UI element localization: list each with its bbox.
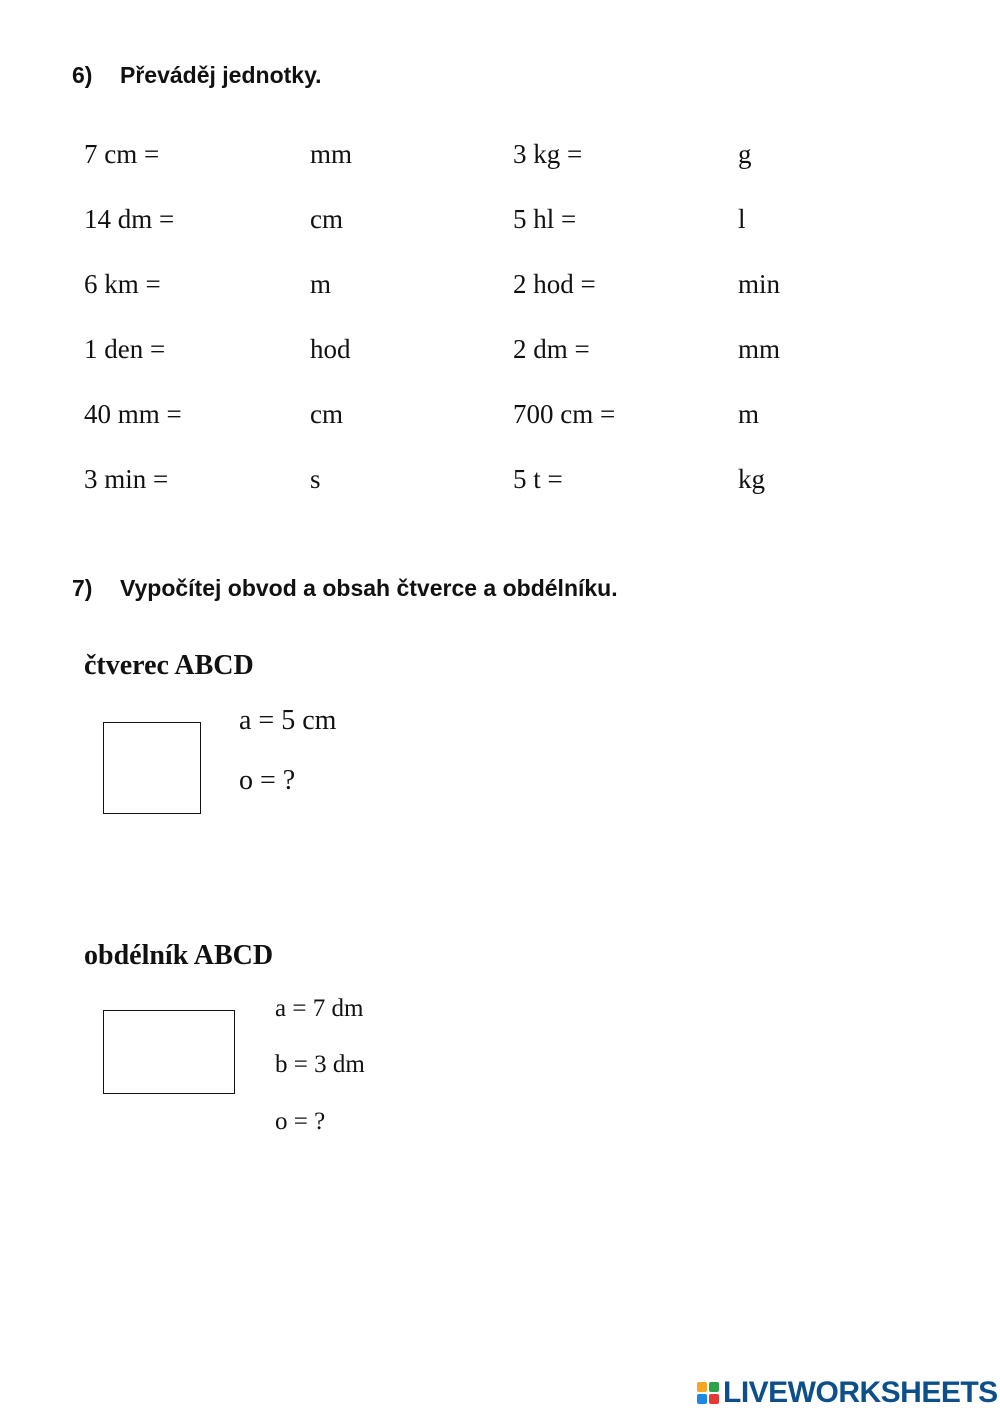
logo-square-icon <box>709 1382 719 1392</box>
conversion-right-expression: 5 hl = <box>513 204 577 234</box>
conversion-left-expression: 6 km = <box>84 269 161 299</box>
square-given-side: a = 5 cm <box>239 705 337 736</box>
liveworksheets-logo-icon <box>697 1382 719 1404</box>
conversion-right-unit: kg <box>738 464 765 494</box>
rectangle-shape <box>103 1010 235 1094</box>
section-7-title: Vypočítej obvod a obsah čtverce a obdélníku. <box>120 575 618 601</box>
conversion-left-unit: hod <box>310 334 351 364</box>
logo-square-icon <box>697 1382 707 1392</box>
section-6-title: Převáděj jednotky. <box>120 62 322 88</box>
square-perimeter-question: o = ? <box>239 765 296 796</box>
square-shape <box>103 722 201 814</box>
conversion-left-expression: 7 cm = <box>84 139 160 169</box>
conversion-right-expression: 700 cm = <box>513 399 616 429</box>
conversion-right-unit: min <box>738 269 781 299</box>
conversion-right-unit: g <box>738 139 752 169</box>
conversion-left-unit: s <box>310 464 321 494</box>
section-7-heading <box>72 575 618 602</box>
conversion-right-expression: 3 kg = <box>513 139 583 169</box>
conversion-right-expression: 2 hod = <box>513 269 596 299</box>
liveworksheets-logo[interactable] <box>697 1376 998 1410</box>
logo-square-icon <box>709 1394 719 1404</box>
conversion-left-unit: m <box>310 269 332 299</box>
conversion-left-expression: 14 dm = <box>84 204 175 234</box>
rectangle-title: obdélník ABCD <box>84 940 274 971</box>
conversion-left-expression: 3 min = <box>84 464 169 494</box>
logo-square-icon <box>697 1394 707 1404</box>
conversion-right-unit: m <box>738 399 760 429</box>
conversion-left-unit: cm <box>310 399 343 429</box>
conversion-right-expression: 5 t = <box>513 464 563 494</box>
section-6-heading <box>72 62 322 89</box>
rectangle-perimeter-question: o = ? <box>275 1108 326 1135</box>
conversion-left-expression: 40 mm = <box>84 399 182 429</box>
logo-text: LIVEWORKSHEETS <box>723 1376 998 1409</box>
conversion-right-expression: 2 dm = <box>513 334 590 364</box>
rectangle-given-side-a: a = 7 dm <box>275 995 364 1022</box>
conversion-right-unit: l <box>738 204 746 234</box>
conversion-right-unit: mm <box>738 334 781 364</box>
rectangle-given-side-b: b = 3 dm <box>275 1051 365 1078</box>
conversion-left-expression: 1 den = <box>84 334 166 364</box>
section-6-number: 6) <box>72 62 93 88</box>
conversion-left-unit: mm <box>310 139 353 169</box>
section-7-number: 7) <box>72 575 93 601</box>
square-title: čtverec ABCD <box>84 650 254 681</box>
conversion-left-unit: cm <box>310 204 343 234</box>
